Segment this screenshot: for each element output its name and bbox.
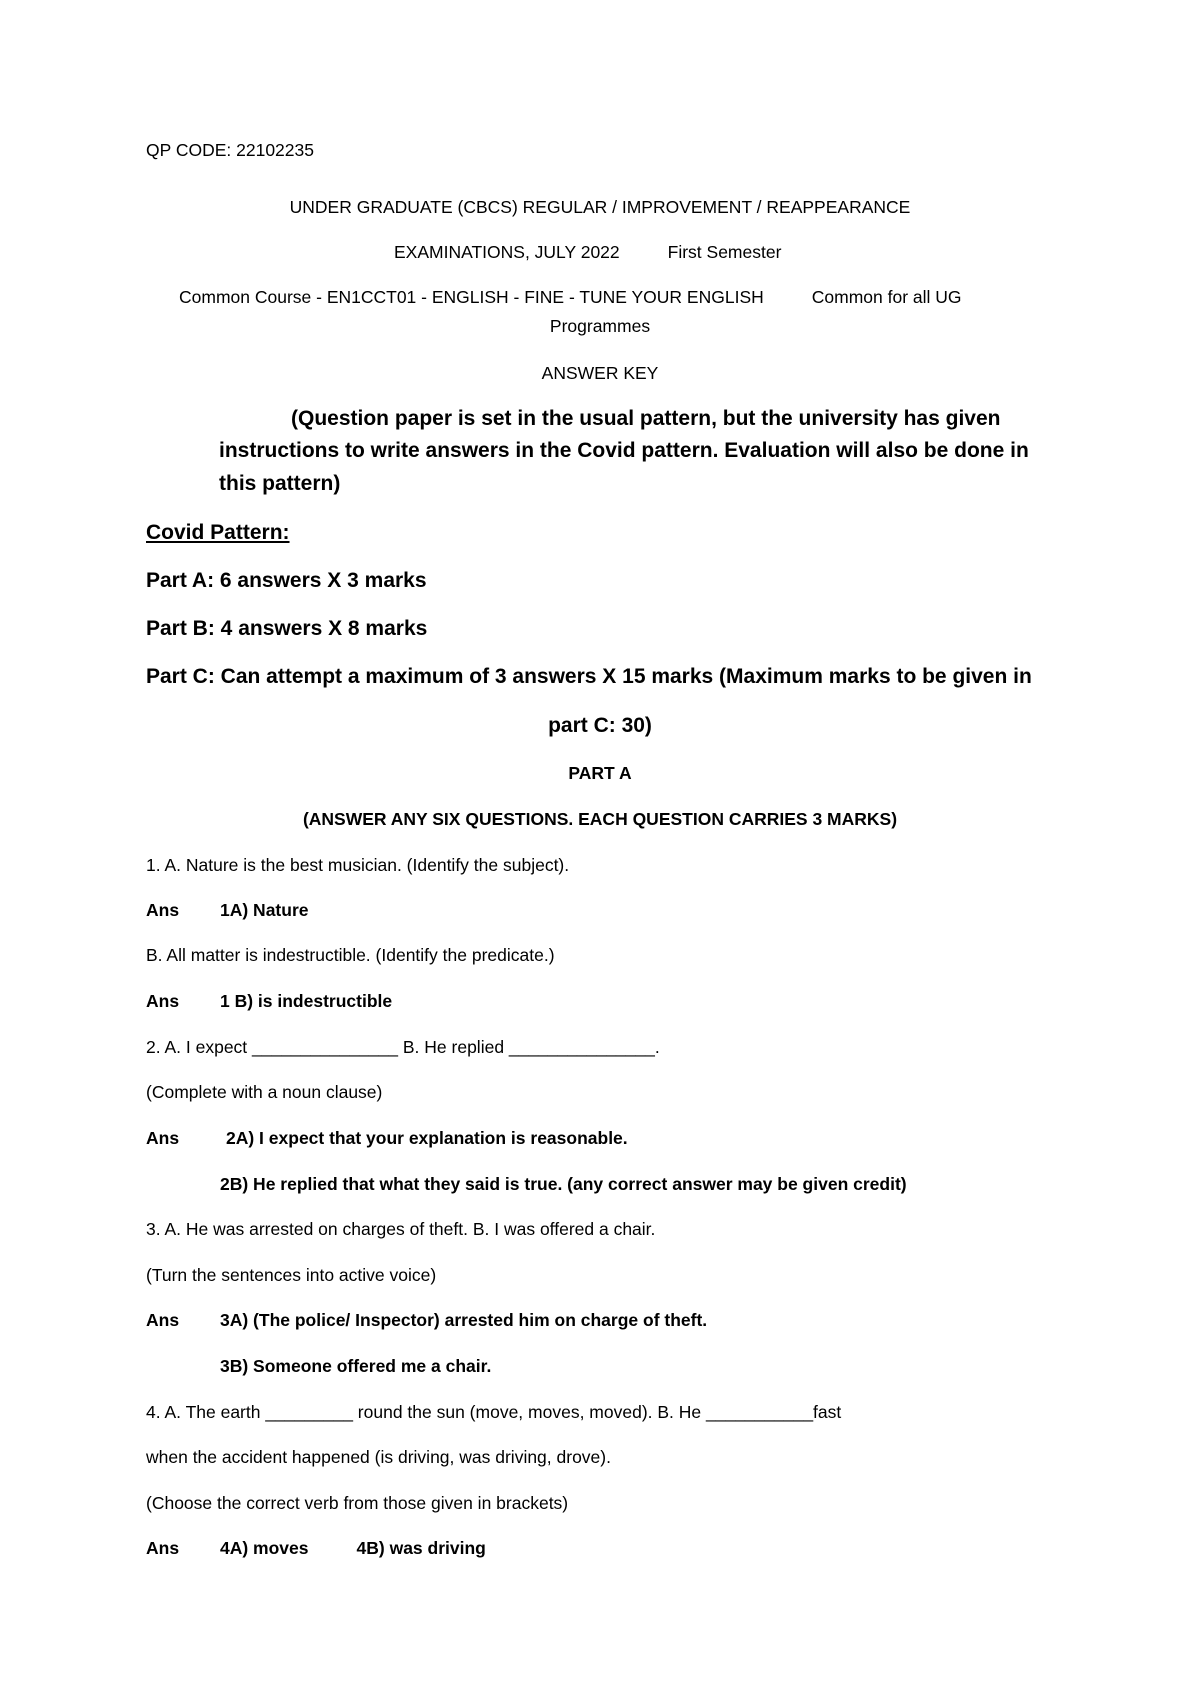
- covid-pattern-title: Covid Pattern:: [146, 521, 290, 544]
- answer-4a: 4A) moves: [220, 1538, 309, 1558]
- question-2: 2. A. I expect _______________ B. He replied _______________.: [146, 1037, 660, 1057]
- question-4-line-2: when the accident happened (is driving, was driving, drove).: [146, 1447, 611, 1467]
- answer-4b: 4B) was driving: [356, 1538, 486, 1558]
- programmes: Programmes: [549, 316, 651, 336]
- answer-3a: Ans 3A) (The police/ Inspector) arrested him on charge of theft.: [146, 1310, 708, 1330]
- answer-1a: Ans 1A) Nature: [146, 900, 309, 920]
- ans-label: Ans: [146, 991, 180, 1011]
- answer-3b: 3B) Someone offered me a chair.: [220, 1356, 492, 1376]
- part-c-marks-line-2: part C: 30): [548, 714, 652, 737]
- question-2-instruction: (Complete with a noun clause): [146, 1082, 383, 1102]
- question-3: 3. A. He was arrested on charges of theft. B. I was offered a chair.: [146, 1219, 656, 1239]
- ans-label: Ans: [146, 1310, 180, 1330]
- qp-code: QP CODE: 22102235: [146, 140, 314, 160]
- note-line-2: instructions to write answers in the Covid pattern. Evaluation will also be done in: [219, 439, 1029, 462]
- part-a-marks: Part A: 6 answers X 3 marks: [146, 569, 427, 592]
- semester: First Semester: [667, 242, 782, 262]
- answer-4: [146, 1537, 486, 1559]
- exam-date: EXAMINATIONS, JULY 2022: [394, 242, 620, 262]
- ans-label: Ans: [146, 1538, 180, 1558]
- note-line-1: (Question paper is set in the usual pattern, but the university has given: [291, 407, 1001, 430]
- ans-label: Ans: [146, 900, 180, 920]
- course-name: Common Course - EN1CCT01 - ENGLISH - FINE - TUNE YOUR ENGLISH: [179, 287, 764, 307]
- exam-title: UNDER GRADUATE (CBCS) REGULAR / IMPROVEMENT / REAPPEARANCE: [289, 197, 911, 217]
- question-4-instruction: (Choose the correct verb from those given in brackets): [146, 1493, 569, 1513]
- question-1a: 1. A. Nature is the best musician. (Identify the subject).: [146, 855, 570, 875]
- part-b-marks: Part B: 4 answers X 8 marks: [146, 617, 428, 640]
- part-a-instructions: (ANSWER ANY SIX QUESTIONS. EACH QUESTION CARRIES 3 MARKS): [302, 809, 898, 829]
- exam-date-line: [394, 241, 781, 263]
- question-4-line-1: 4. A. The earth _________ round the sun (move, moves, moved). B. He ___________fast: [146, 1402, 842, 1422]
- part-c-marks-line-1: Part C: Can attempt a maximum of 3 answers X 15 marks (Maximum marks to be given in: [146, 665, 1032, 688]
- ans-label: Ans: [146, 1128, 180, 1148]
- answer-2a: Ans 2A) I expect that your explanation is reasonable.: [146, 1128, 628, 1148]
- course-line: [179, 286, 962, 308]
- answer-key-heading: ANSWER KEY: [541, 363, 659, 383]
- question-3-instruction: (Turn the sentences into active voice): [146, 1265, 437, 1285]
- note-line-3: this pattern): [219, 472, 341, 495]
- question-1b: B. All matter is indestructible. (Identify the predicate.): [146, 945, 555, 965]
- common-for: Common for all UG: [811, 287, 962, 307]
- answer-2b: 2B) He replied that what they said is true. (any correct answer may be given credit): [220, 1174, 907, 1194]
- part-a-title: PART A: [568, 763, 632, 783]
- answer-1b: Ans 1 B) is indestructible: [146, 991, 393, 1011]
